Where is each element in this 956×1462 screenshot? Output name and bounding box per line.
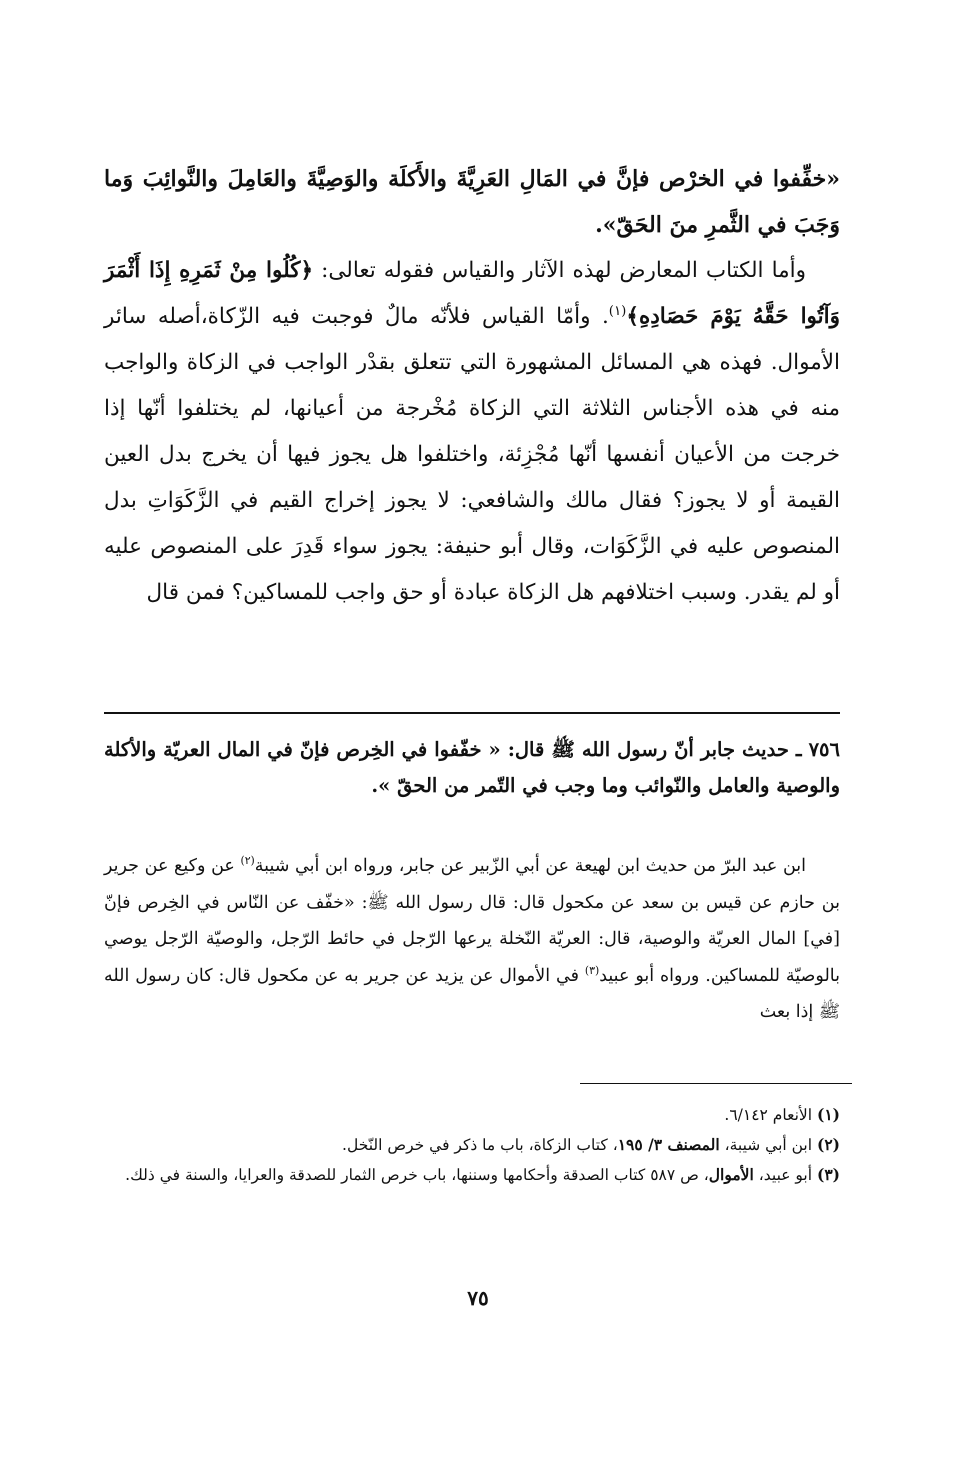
- footnote-text: ابن أبي شيبة،: [719, 1136, 817, 1154]
- takhrij-part-3: في الأموال عن يزيد عن جرير به عن مكحول قال: كان رسول الله ﷺ إذا بعث: [104, 965, 840, 1022]
- footnote-2: [104, 1130, 840, 1160]
- footnote-text: أبو عبيد،: [753, 1166, 817, 1184]
- footnote-source-title: الأموال: [708, 1165, 754, 1184]
- quran-verse: ﴿كُلُوا مِنْ ثَمَرِهِ إِذَا أَثْمَرَ وَآتُوا حَقَّهُ يَوْمَ حَصَادِهِ﴾: [104, 258, 840, 329]
- footnote-1: [104, 1100, 840, 1130]
- hadith-quote-line: «خفِّفوا في الخرْص فإنَّ في المَالِ العَرِيَّةَ والأَكلَة والوَصِيَّةَ والعَامِلَ والنَّوائِبَ وَما وَجَبَ في الثَّمرِ منَ الحَقّ».: [104, 166, 840, 238]
- footnote-ref-2: (٢): [240, 854, 255, 868]
- footnote-source-title: المصنف ٣/ ١٩٥: [617, 1135, 720, 1154]
- footnote-text-rest: ، ص ٥٨٧ كتاب الصدقة وأحكامها وسننها، باب خرص الثمار للصدقة والعرايا، والسنة في ذلك.: [125, 1166, 709, 1184]
- hadith-block: [104, 732, 840, 804]
- footnote-text-rest: ، كتاب الزكاة، باب ما ذكر في خرص النّخل.: [342, 1136, 618, 1154]
- footnote-3: [104, 1160, 840, 1190]
- takhrij-block: [104, 848, 840, 1031]
- paragraph-start: وأما الكتاب المعارض لهذه الآثار والقياس فقوله تعالى:: [313, 258, 807, 283]
- footnote-number: (١): [816, 1105, 840, 1124]
- main-paragraph: [104, 248, 840, 616]
- footnote-ref-3: (٣): [584, 963, 600, 977]
- footnote-number: (٣): [816, 1165, 840, 1184]
- footnote-text: الأنعام ٦/١٤٢.: [724, 1106, 817, 1124]
- takhrij-text: [104, 848, 840, 1031]
- takhrij-part-1: ابن عبد البرّ من حديث ابن لهيعة عن أبي الزّبير عن جابر، ورواه ابن أبي شيبة: [254, 856, 807, 876]
- footnotes: [104, 1100, 840, 1190]
- footnote-ref-1: (١): [608, 303, 627, 319]
- main-text: [104, 156, 840, 616]
- hadith-text: ٧٥٦ ـ حديث جابر أنّ رسول الله ﷺ قال: « خفّفوا في الخِرص فإنّ في المال العريّة والأكلة والوصية والعامل والنّوائب وما وجب في التّمر من الحقّ ».: [104, 738, 840, 797]
- footnote-separator: [580, 1083, 852, 1084]
- footnote-number: (٢): [816, 1135, 840, 1154]
- takhrij-part-2: عن وكيع عن جرير بن حازم عن قيس بن سعد عن مكحول قال: قال رسول الله ﷺ: «خفّف عن النّاس في الخِرص فإنّ [في] المال العريّة والوصية، قال: العريّة النّخلة يرعها الرّجل في حائط الرّجل، والوصيّة الرّجل يوصي بالوصيّة للمساكين. ورواه أبو عبيد: [104, 856, 840, 986]
- main-separator: [104, 712, 840, 714]
- page-number: ٧٥: [467, 1286, 489, 1310]
- paragraph-rest: . وأمّا القياس فلأنّه مالٌ فوجبت فيه الزّكاة،أصله سائر الأموال. فهذه هي المسائل المشهورة التي تتعلق بقدْر الواجب في الزكاة والواجب منه في هذه الأجناس الثلاثة التي الزكاة مُخْرجة من أعيانها، لم يختلفوا أنّها إذا خرجت من الأعيان أنفسها أنّها مُجْزِئة، واختلفوا هل يجوز فيها أن يخرج بدل العين القيمة أو لا يجوز؟ فقال مالك والشافعي: لا يجوز إخراج القيم في الزَّكَوَاتِ بدل المنصوص عليه في الزَّكَوَات، وقال أبو حنيفة: يجوز سواء قَدِرَ على المنصوص عليه أو لم يقدر. وسبب اختلافهم هل الزكاة عبادة أو حق واجب للمساكين؟ فمن قال: [104, 304, 840, 605]
